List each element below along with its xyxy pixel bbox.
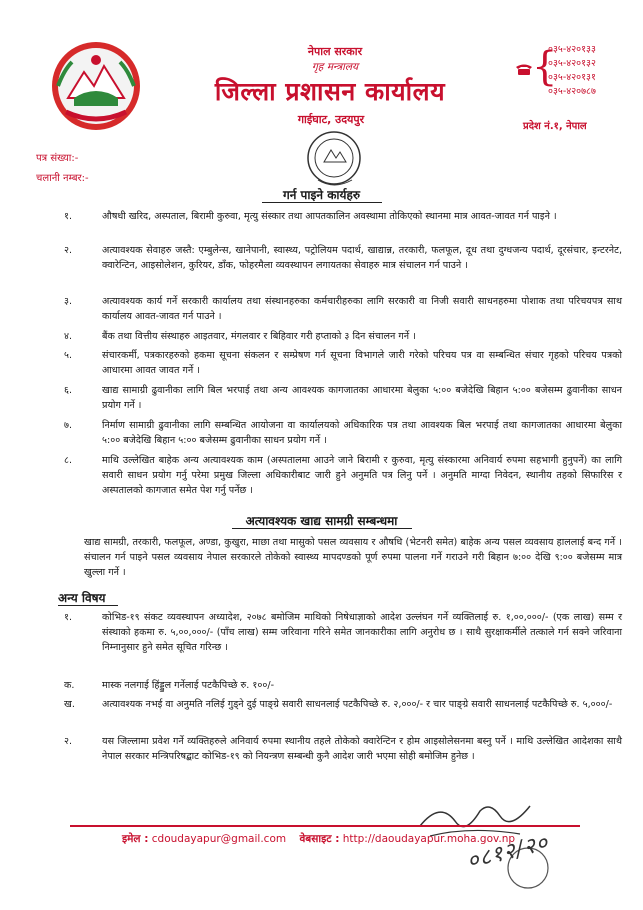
phone-brace: { <box>532 44 558 90</box>
office-stamp-icon <box>298 128 370 194</box>
list-item <box>54 678 622 693</box>
office-location: गाईघाट, उदयपुर <box>297 113 365 126</box>
phone-number: ०३५-४२०१३१ <box>548 72 596 83</box>
province-label: प्रदेश नं.१, नेपाल <box>523 121 587 132</box>
list-item <box>54 383 622 413</box>
phone-number: ०३५-४२०१३२ <box>548 58 596 69</box>
item-number: ८. <box>64 455 73 466</box>
section-heading-food: अत्यावश्यक खाद्य सामग्री सम्बन्धमा <box>245 514 398 528</box>
footer-divider <box>70 825 580 827</box>
heading-underline <box>232 528 412 529</box>
item-text: निर्माण सामाग्री ढुवानीका लागि सम्बन्धित आयोजना वा कार्यालयको अधिकारिक पत्र तथा आवश्यक बिल भरपाई तथा कागजातका आधारमा बेलुका ५:०० बजेदेखि बिहान ५:०० बजेसम्म ढुवानीका साधन प्रयोग गर्ने । <box>102 420 622 446</box>
phone-number: ०३५-४२०७८७ <box>548 86 596 97</box>
ministry-name: गृह मन्त्रालय <box>311 61 359 73</box>
list-item <box>54 209 622 224</box>
footer-contact <box>122 832 515 846</box>
item-number: ३. <box>64 296 73 307</box>
item-number: १. <box>64 612 73 623</box>
phone-icon <box>514 62 534 76</box>
item-text: अत्यावश्यक सेवाहरु जस्तै: एम्बुलेन्स, खानेपानी, स्वास्थ्य, पट्रोलियम पदार्थ, खाद्यान्न, तरकारी, फलफूल, दूध तथा दुग्धजन्य पदार्थ, दूरसंचार, इन्टरनेट, क्वारेन्टिन, आइसोलेशन, कुरियर, डाँक, फोहरमैला व्यवस्थापन लगायतका सेवाहरु मात्र संचालन गर्न पाउने । <box>102 245 622 271</box>
item-number: ५. <box>64 350 73 361</box>
letter-number-label: पत्र संख्या:- <box>36 153 79 164</box>
list-item <box>54 294 622 324</box>
handwritten-date: ०८१२/२० <box>464 830 552 875</box>
item-number: ६. <box>64 385 73 396</box>
item-number: ४. <box>64 331 73 342</box>
item-text: कोभिड-१९ संकट व्यवस्थापन अध्यादेश, २०७८ बमोजिम माथिको निषेधाज्ञाको आदेश उल्लंघन गर्ने व्यक्तिलाई रु. १,००,०००/- (एक लाख) सम्म र संस्थाको हकमा रु. ५,००,०००/- (पाँच लाख) सम्म जरिवाना गरिने समेत जानकारीका लागि अनुरोध छ । साथै सुरक्षाकर्मीले तत्काले गर्न सक्ने जरिवाना निम्नानुसार हुने समेत सूचित गरिन्छ । <box>102 612 622 653</box>
item-number: २. <box>64 245 73 256</box>
food-paragraph: खाद्य सामग्री, तरकारी, फलफूल, अण्डा, कुखुरा, माछा तथा मासुको पसल व्यवसाय र औषधि (भेटनरी समेत) बाहेक अन्य पसल व्यवसाय हाललाई बन्द गर्ने । संचालन गर्न पाइने पसल व्यवसाय नेपाल सरकारले तोकेको स्वास्थ्य मापदण्डको पूर्ण रुपमा पालना गर्ने गराउने गरी बिहान ७:०० देखि ९:०० बजेसम्म मात्र खुल्ला गर्ने । <box>84 537 622 578</box>
item-number: ७. <box>64 420 73 431</box>
item-text: खाद्य सामाग्री ढुवानीका लागि बिल भरपाई तथा अन्य आवश्यक कागजातका आधारमा बेलुका ५:०० बजेदेखि बिहान ५:०० बजेसम्म ढुवानीका साधन प्रयोग गर्ने । <box>102 385 622 411</box>
list-item <box>54 329 622 344</box>
item-number: २. <box>64 736 73 747</box>
list-item <box>54 697 622 712</box>
section-heading-allowed: गर्न पाइने कार्यहरु <box>282 188 361 202</box>
website-label: वेबसाइट : <box>299 833 340 845</box>
item-text: माथि उल्लेखित बाहेक अन्य अत्यावश्यक काम (अस्पतालमा आउने जाने बिरामी र कुरुवा, मृत्यु संस्कारमा अनिवार्य रुपमा सहभागी हुनुपर्ने) का लागि सवारी साधन प्रयोग गर्नु परेमा प्रमुख जिल्ला अधिकारीबाट जारी हुने अनुमति पत्र लिनु पर्ने । अनुमति माग्दा निवेदन, स्थानीय तहको सिफारिस र अस्पतालको कागजात समेत पेश गर्नु पर्नेछ । <box>102 455 622 496</box>
list-item <box>54 418 622 448</box>
nepal-emblem-icon <box>50 40 142 132</box>
heading-underline <box>262 202 382 203</box>
list-item <box>54 453 622 498</box>
dispatch-number-label: चलानी नम्बर:- <box>36 173 89 184</box>
website-link[interactable]: http://daoudayapur.moha.gov.np <box>342 833 516 845</box>
item-text: औषधी खरिद, अस्पताल, बिरामी कुरुवा, मृत्यु संस्कार तथा आपतकालिन अवस्थामा तोकिएको स्थानमा मात्र आवत-जावत गर्न पाइने । <box>102 211 557 222</box>
item-text: मास्क नलगाई हिंड्डुल गर्नेलाई पटकैपिच्छे रु. १००/- <box>102 680 275 691</box>
item-number: क. <box>64 680 75 691</box>
phone-list <box>548 43 618 99</box>
list-item <box>54 243 622 273</box>
item-text: अत्यावश्यक कार्य गर्ने सरकारी कार्यालय तथा संस्थानहरुका कर्मचारीहरुका लागि सरकारी वा निजी सवारी साधनहरुमा पोशाक तथा परिचयपत्र साथ कार्यालय आवत-जावत गर्न पाउने । <box>102 296 622 322</box>
item-text: यस जिल्लामा प्रवेश गर्ने व्यक्तिहरुले अनिवार्य रुपमा स्थानीय तहले तोकेको क्वारेन्टिन र होम आइसोलेसनमा बस्नु पर्ने । माथि उल्लेखित आदेशका साथै नेपाल सरकार मन्त्रिपरिषद्बाट कोभिड-१९ को नियन्त्रण सम्बन्धी कुनै आदेश जारी भएमा सोही बमोजिम हुनेछ । <box>102 736 622 762</box>
item-text: अत्यावश्यक नभई वा अनुमति नलिई गुड्ने दुई पाङ्ग्रे सवारी साधनलाई पटकैपिच्छे रु. २,०००/- र चार पाङ्ग्रे सवारी साधनलाई पटकैपिच्छे रु. ५,०००/- <box>102 699 613 710</box>
section-heading-other: अन्य विषय <box>58 591 106 605</box>
list-item <box>54 734 622 764</box>
email-label: इमेल : <box>122 833 149 845</box>
email-link[interactable]: cdoudayapur@gmail.com <box>151 833 287 845</box>
heading-underline <box>58 605 118 606</box>
list-item <box>54 348 622 378</box>
phone-number: ०३५-४२०१३३ <box>548 44 596 55</box>
list-item <box>54 610 622 655</box>
item-text: बैंक तथा वित्तीय संस्थाहरु आइतवार, मंगलवार र बिहिवार गरी हप्ताको ३ दिन संचालन गर्ने । <box>102 331 416 342</box>
item-number: ख. <box>64 699 75 710</box>
item-text: संचारकर्मी, पत्रकारहरुको हकमा सूचना संकलन र सम्प्रेषण गर्न सूचना विभागले जारी गरेको परिचय पत्र वा सम्बन्धित संचार गृहको परिचय पत्रको आधारमा आवत जावत गर्ने । <box>102 350 622 376</box>
item-number: १. <box>64 211 73 222</box>
office-title: जिल्ला प्रशासन कार्यालय <box>214 77 446 106</box>
government-name: नेपाल सरकार <box>307 45 363 58</box>
